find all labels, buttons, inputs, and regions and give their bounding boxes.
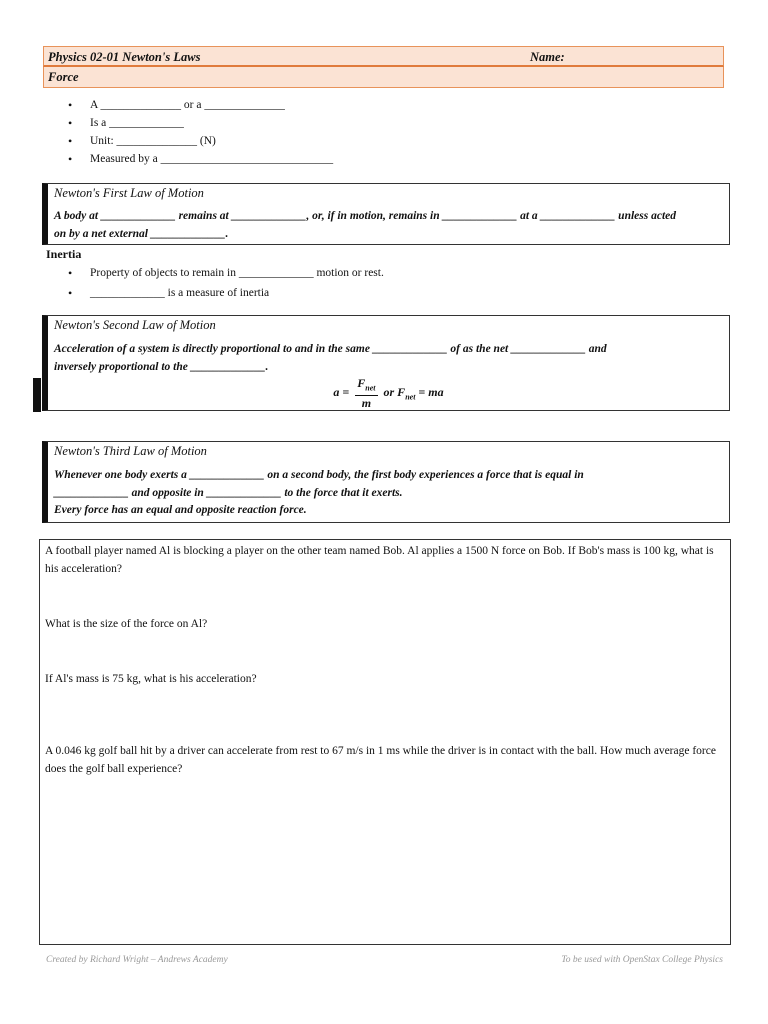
side-marker — [33, 378, 41, 412]
rhs-symbol: F — [397, 384, 406, 399]
force-bullet-list — [68, 96, 333, 168]
formula-numerator — [355, 376, 377, 396]
first-law-line: on by a net external _____________. — [54, 227, 229, 240]
second-law-formula — [48, 376, 729, 410]
first-law-title: Newton's First Law of Motion — [54, 186, 204, 200]
list-item: • Unit: ______________ (N) — [68, 132, 333, 150]
numerator-symbol: F — [357, 376, 366, 390]
third-law-text — [54, 467, 721, 520]
formula-lhs: a = — [333, 384, 350, 399]
question-3: If Al's mass is 75 kg, what is his acceleration? — [45, 673, 257, 685]
second-law-line: inversely proportional to the _____________. — [54, 360, 269, 373]
section-bar — [43, 67, 724, 88]
list-item: • Measured by a ______________________________ — [68, 150, 333, 168]
question-2: What is the size of the force on Al? — [45, 618, 208, 630]
inertia-bullet-list — [68, 264, 384, 304]
inertia-heading: Inertia — [46, 247, 82, 261]
footer-source: To be used with OpenStax College Physics — [561, 955, 723, 965]
formula-or: or — [383, 384, 395, 399]
formula-fraction — [355, 376, 377, 410]
worksheet-title: Physics 02-01 Newton's Laws — [48, 50, 201, 64]
first-law-text — [54, 208, 721, 243]
first-law-line: A body at _____________ remains at _____________, or, if in motion, remains in _____________ at a _____________ unless acted — [54, 210, 677, 222]
practice-questions-box — [39, 539, 731, 945]
second-law-box — [42, 315, 730, 411]
second-law-text — [54, 341, 721, 376]
list-item: • Is a _____________ — [68, 114, 333, 132]
question-1: A football player named Al is blocking a player on the other team named Bob. Al applies a 1500 N force on Bob. If Bob's mass is 100 kg, what is his acceleration? — [45, 545, 714, 575]
list-item: • _____________ is a measure of inertia — [68, 284, 384, 304]
second-law-line: Acceleration of a system is directly proportional to and in the same _____________ of as the net _____________ and — [54, 343, 607, 355]
footer-credit: Created by Richard Wright – Andrews Academy — [46, 955, 228, 965]
name-field-label: Name: — [530, 50, 565, 64]
question-4: A 0.046 kg golf ball hit by a driver can accelerate from rest to 67 m/s in 1 ms while the driver is in contact with the ball. How much average force does the golf ball experience? — [45, 745, 716, 775]
formula-rhs — [397, 384, 444, 402]
rhs-subscript: net — [405, 392, 416, 402]
list-item: • A ______________ or a ______________ — [68, 96, 333, 114]
numerator-subscript: net — [365, 383, 376, 393]
first-law-box — [42, 183, 730, 245]
header-bar — [43, 46, 724, 67]
third-law-title: Newton's Third Law of Motion — [54, 444, 207, 458]
rhs-equals: = ma — [418, 384, 444, 399]
third-law-box — [42, 441, 730, 523]
third-law-line: Whenever one body exerts a _____________ on a second body, the first body experiences a force that is equal in — [54, 469, 584, 481]
third-law-line: _____________ and opposite in _____________ to the force that it exerts. — [54, 486, 403, 499]
section-title: Force — [48, 70, 79, 84]
list-item: • Property of objects to remain in _____________ motion or rest. — [68, 264, 384, 284]
second-law-title: Newton's Second Law of Motion — [54, 318, 216, 332]
third-law-line: Every force has an equal and opposite reaction force. — [54, 504, 307, 516]
formula-denominator: m — [361, 396, 372, 411]
